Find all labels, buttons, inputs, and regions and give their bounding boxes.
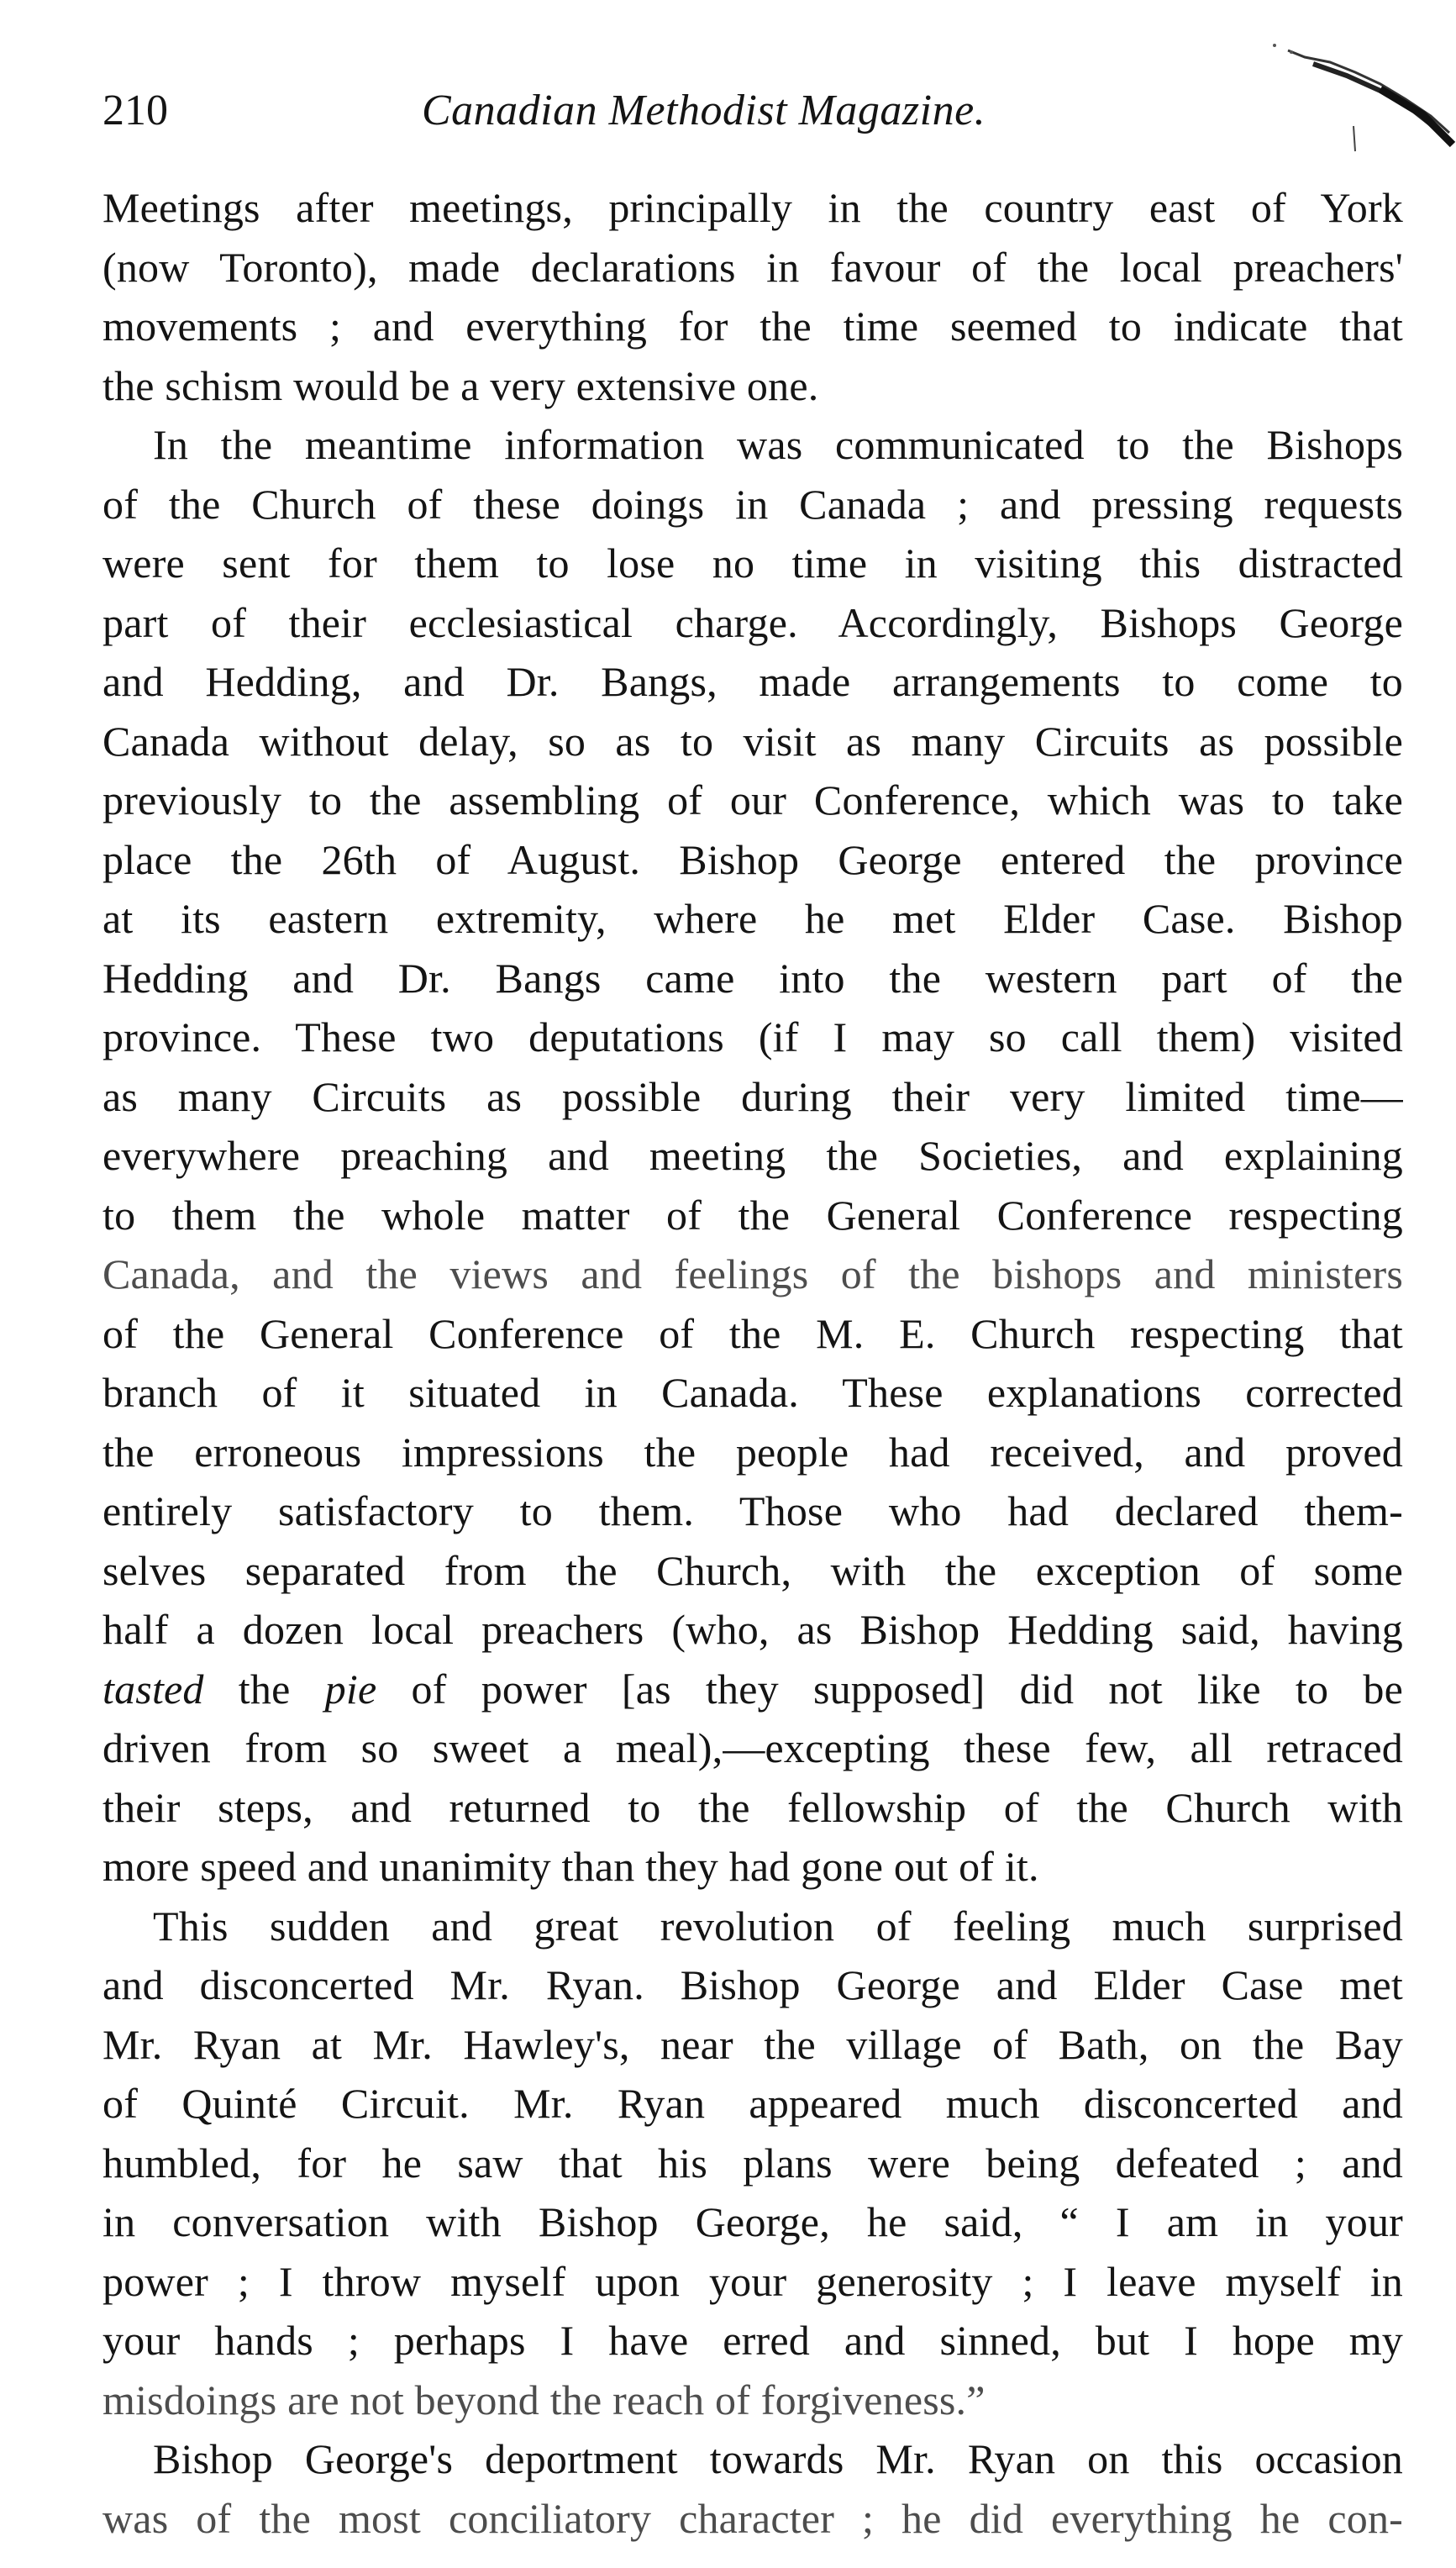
text-line: the schism would be a very extensive one. — [102, 361, 819, 409]
text-line: Mr. Ryan at Mr. Hawley's, near the village of Bath, on the Bay — [102, 2020, 1403, 2068]
scan-artifact-mark — [1254, 34, 1456, 176]
text-line: power ; I throw myself upon your generosity ; I leave myself in — [102, 2257, 1403, 2305]
text-line: driven from so sweet a meal),—excepting these few, all retraced — [102, 1724, 1403, 1771]
text-line: previously to the assembling of our Conference, which was to take — [102, 776, 1403, 824]
italic-tasted: tasted — [102, 1665, 204, 1713]
text-line: place the 26th of August. Bishop George entered the province — [102, 835, 1403, 883]
text-line: entirely satisfactory to them. Those who had declared them- — [102, 1487, 1403, 1534]
text-line: your hands ; perhaps I have erred and sinned, but I hope my — [102, 2317, 1403, 2364]
paragraph-1 — [102, 178, 1403, 415]
text-line: to them the whole matter of the General Conference respecting — [102, 1191, 1403, 1239]
text-line: branch of it situated in Canada. These explanations corrected — [102, 1369, 1403, 1416]
text-line: selves separated from the Church, with the exception of some — [102, 1546, 1403, 1594]
body-text — [102, 178, 1403, 2548]
text-line: everywhere preaching and meeting the Societies, and explaining — [102, 1132, 1403, 1179]
text-line: half a dozen local preachers (who, as Bishop Hedding said, having — [102, 1606, 1403, 1653]
page-header — [102, 77, 1413, 145]
text-line: (now Toronto), made declarations in favour of the local preachers' — [102, 243, 1403, 291]
text-line: and Hedding, and Dr. Bangs, made arrangements to come to — [102, 658, 1403, 705]
paragraph-3 — [102, 1897, 1403, 2430]
text-line: was of the most conciliatory character ; he did everything he con- — [102, 2494, 1403, 2542]
paragraph-2 — [102, 415, 1403, 1897]
running-title: Canadian Methodist Magazine. — [422, 87, 986, 134]
text-line: Hedding and Dr. Bangs came into the western part of the — [102, 954, 1403, 1002]
page-number: 210 — [102, 87, 168, 134]
text-line: were sent for them to lose no time in visiting this distracted — [102, 539, 1403, 587]
text-line: more speed and unanimity than they had gone out of it. — [102, 1843, 1039, 1890]
text-line: at its eastern extremity, where he met Elder Case. Bishop — [102, 895, 1403, 942]
text-line: humbled, for he saw that his plans were being defeated ; and — [102, 2139, 1403, 2186]
text-line: as many Circuits as possible during their very limited time— — [102, 1072, 1403, 1120]
text-line: and disconcerted Mr. Ryan. Bishop George and Elder Case met — [102, 1961, 1403, 2008]
text-line: of the Church of these doings in Canada ; and pressing requests — [102, 480, 1403, 528]
text-line: the erroneous impressions the people had received, and proved — [102, 1428, 1403, 1476]
text-line: their steps, and returned to the fellowship of the Church with — [102, 1783, 1403, 1831]
text-line: This sudden and great revolution of feeling much surprised — [153, 1902, 1403, 1950]
text-line: of Quinté Circuit. Mr. Ryan appeared much disconcerted and — [102, 2080, 1403, 2127]
text-line: In the meantime information was communicated to the Bishops — [153, 421, 1403, 468]
text-line: Canada without delay, so as to visit as many Circuits as possible — [102, 717, 1403, 765]
text-line: province. These two deputations (if I may so call them) visited — [102, 1013, 1403, 1060]
text-line: Meetings after meetings, principally in the country east of York — [102, 184, 1403, 231]
text-line: movements ; and everything for the time seemed to indicate that — [102, 303, 1403, 350]
text-line: part of their ecclesiastical charge. Accordingly, Bishops George — [102, 598, 1403, 646]
text-line: of the General Conference of the M. E. Church respecting that — [102, 1309, 1403, 1357]
italic-pie: pie — [324, 1665, 377, 1713]
text-line: Bishop George's deportment towards Mr. Ryan on this occasion — [153, 2435, 1403, 2482]
text-line-with-italics: tasted the pie of power [as they supposed] did not like to be — [102, 1665, 1403, 1713]
text-line: in conversation with Bishop George, he said, “ I am in your — [102, 2198, 1403, 2245]
paragraph-4 — [102, 2429, 1403, 2548]
text-line: Canada, and the views and feelings of the bishops and ministers — [102, 1250, 1403, 1297]
text-line: misdoings are not beyond the reach of forgiveness.” — [102, 2376, 986, 2423]
